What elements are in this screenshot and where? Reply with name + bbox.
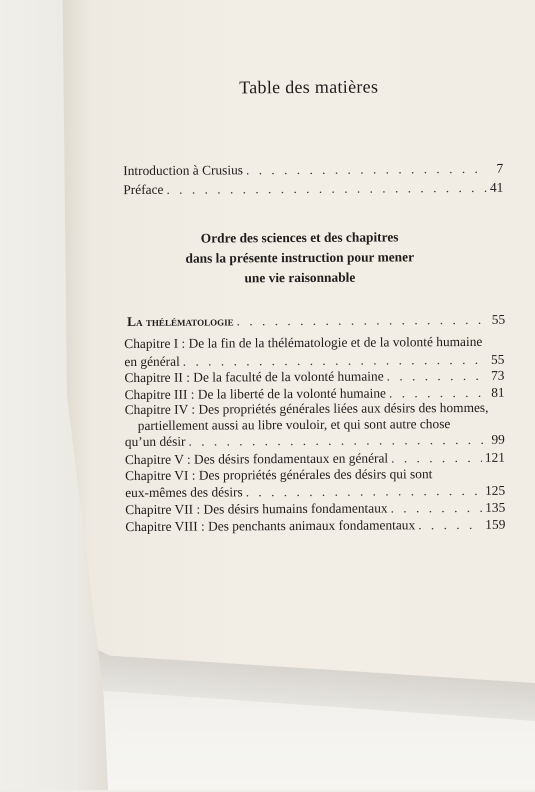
toc-entry-page: 7 xyxy=(496,160,504,176)
chapter-6-page: 125 xyxy=(485,482,506,498)
chapter-2-label: Chapitre II : De la faculté de la volonté humaine xyxy=(124,368,384,386)
chapter-1-line-2: en général xyxy=(124,353,180,370)
chapter-4-line-2: partiellement aussi au libre vouloir, et qui sont autre chose xyxy=(137,416,451,433)
toc-part-thelematologie xyxy=(127,312,505,332)
chapter-6-line-2: eux-mêmes des désirs xyxy=(125,484,243,501)
section-heading-line-3: une vie raisonnable xyxy=(244,269,356,286)
leader-dots xyxy=(237,312,489,330)
toc-entry-label: Introduction à Crusius xyxy=(123,162,244,179)
chapter-7-label: Chapitre VII : Des désirs humains fondamentaux xyxy=(125,500,388,518)
chapter-2-page: 73 xyxy=(491,367,505,383)
toc-part-page: 55 xyxy=(491,311,506,327)
chapter-4-page: 99 xyxy=(491,431,505,447)
chapter-5-page: 121 xyxy=(484,449,506,465)
chapter-8-label: Chapitre VIII : Des penchants animaux fondamentaux xyxy=(125,517,416,535)
chapter-6-line-1: Chapitre VI : Des propriétés générales des désirs qui sont xyxy=(125,466,433,484)
toc-entry-page: 41 xyxy=(489,179,504,195)
leader-dots xyxy=(246,483,482,500)
toc-part-label: La thélématologie xyxy=(127,313,234,330)
chapter-5-label: Chapitre V : Des désirs fondamentaux en général xyxy=(124,450,389,468)
toc-entry-preface xyxy=(123,180,503,200)
chapter-8-entry xyxy=(125,517,505,537)
leader-dots xyxy=(391,500,483,517)
toc-title: Table des matières xyxy=(239,76,379,98)
chapter-3-label: Chapitre III : De la liberté de la volonté humaine xyxy=(124,385,387,403)
toc-entry-introduction xyxy=(123,161,503,181)
chapter-1-page: 55 xyxy=(490,351,505,367)
leader-dots xyxy=(166,180,486,198)
chapter-7-page: 135 xyxy=(485,499,506,515)
chapter-4-line-3: qu’un désir xyxy=(124,433,186,450)
leader-dots xyxy=(246,161,486,178)
chapter-4-entry xyxy=(125,432,505,452)
chapter-3-page: 81 xyxy=(491,384,505,400)
leader-dots xyxy=(418,517,482,533)
leader-dots xyxy=(183,352,488,370)
leader-dots xyxy=(188,432,487,450)
leader-dots xyxy=(391,450,482,467)
chapter-1-line-1: Chapitre I : De la fin de la thélématologie et de la volonté humaine xyxy=(124,333,483,352)
leader-dots xyxy=(387,368,488,385)
chapter-4-line-1: Chapitre IV : Des propriétés générales liées aux désirs des hommes, xyxy=(124,399,489,418)
toc-entry-label: Préface xyxy=(123,181,164,198)
section-heading-line-2: dans la présente instruction pour mener xyxy=(185,249,415,266)
chapter-8-page: 159 xyxy=(485,516,506,532)
section-heading-line-1: Ordre des sciences et des chapitres xyxy=(200,229,399,246)
